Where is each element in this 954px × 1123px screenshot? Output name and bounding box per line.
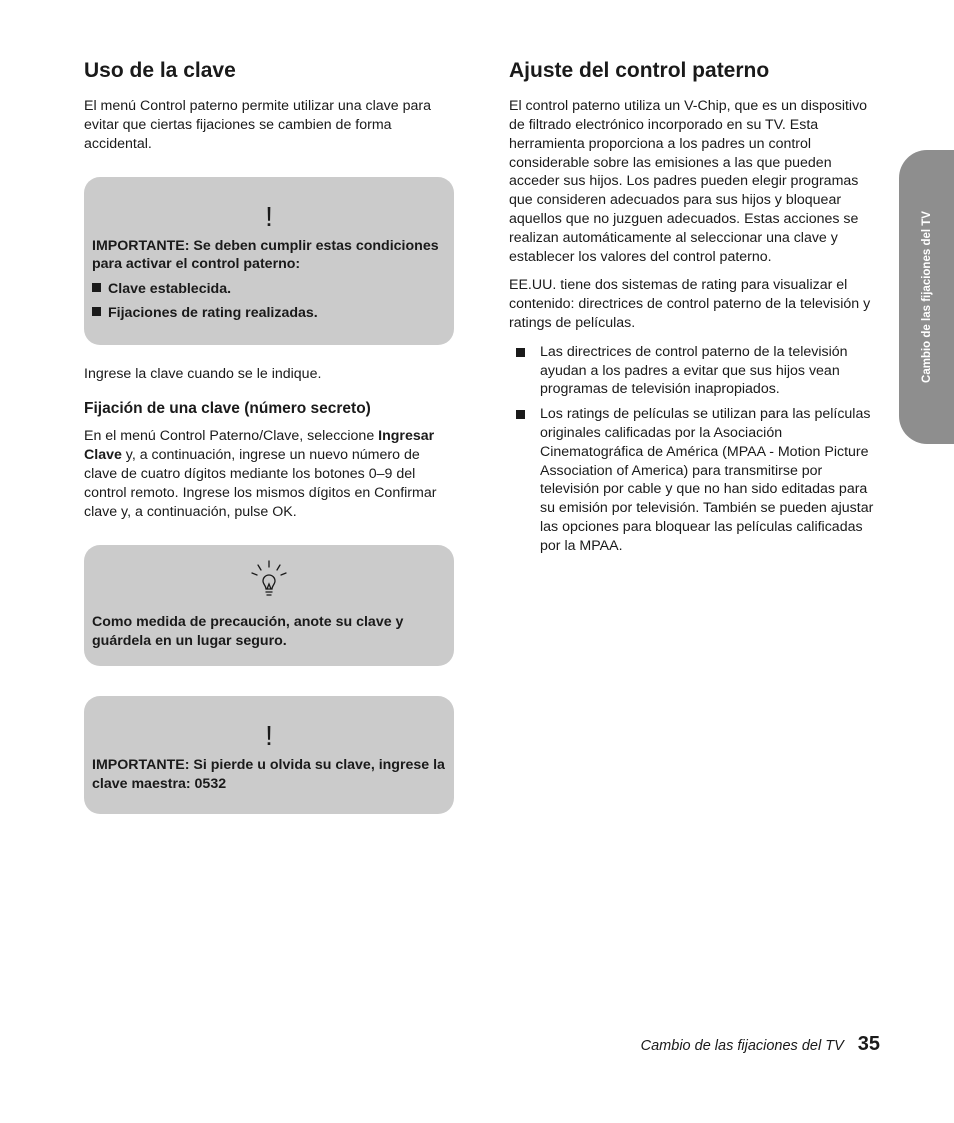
vchip-paragraph: El control paterno utiliza un V-Chip, que es un dispositivo de filtrado electrónico incorporado en su TV. Esta herramienta proporciona a los padres un control considerable sobre las emisiones a las que pueden acceder sus hijos. Los padres pueden elegir programas que consideren adecuados para sus hijos y bloquear aquellos que no juzguen adecuados. Estas acciones se realizan automáticamente al seleccionar una clave y establecer los valores del control paterno. [509,98,868,265]
important-note-box-2 [84,696,454,814]
right-column [509,58,879,562]
ingresar-clave-term: Ingresar Clave [84,428,435,464]
list-item: Las directrices de control paterno de la televisión ayudan a los padres a evitar que sus hijos vean programas de televisión inapropiados. [509,343,879,399]
page-number: 35 [857,1033,880,1055]
subsection-heading: Fijación de una clave (número secreto) [84,400,371,418]
page-footer [641,1033,880,1056]
list-item: Los ratings de películas se utilizan para las películas originales calificadas por la Asociación Cinematográfica de América (MPAA - Motion Picture Association of America) para transmitirse por televisión por cable y que no han sido editadas para su emisión por televisión. También se pueden ajustar las opciones para bloquear las películas calificadas por la MPAA. [509,405,879,555]
rating-systems-paragraph: EE.UU. tiene dos sistemas de rating para visualizar el contenido: directrices de control paterno de la televisión y ratings de películas. [509,277,871,331]
important-note-text: IMPORTANTE: Se deben cumplir estas condiciones para activar el control paterno: [92,237,439,273]
left-column [84,58,454,814]
note-list-item: Clave establecida. [92,280,446,299]
rating-bullet-list [509,343,879,556]
exclamation-icon: ! [265,720,273,752]
important-note-text-2: IMPORTANTE: Si pierde u olvida su clave, ingrese la clave maestra: 0532 [92,757,445,792]
square-bullet-icon [92,283,101,292]
instruction-paragraph: En el menú Control Paterno/Clave, seleccione Ingresar Clave y, a continuación, ingrese un nuevo número de clave de cuatro dígitos mediante los botones 0–9 del control remoto. Ingrese los mismos dígitos en Confirmar clave y, a continuación, pulse OK. [84,428,437,520]
square-bullet-icon [92,307,101,316]
important-note-box [84,177,454,345]
chapter-side-tab-label: Cambio de las fijaciones del TV [921,211,933,383]
prompt-paragraph: Ingrese la clave cuando se le indique. [84,365,322,382]
lightbulb-icon [92,559,446,603]
square-bullet-icon [516,410,525,419]
tip-note-box [84,545,454,666]
exclamation-icon: ! [265,200,273,232]
tip-note-text: Como medida de precaución, anote su clave y guárdela en un lugar seguro. [92,614,404,649]
note-list-item: Fijaciones de rating realizadas. [92,304,446,323]
footer-chapter-title: Cambio de las fijaciones del TV [640,1038,844,1054]
square-bullet-icon [516,348,525,357]
intro-paragraph: El menú Control paterno permite utilizar una clave para evitar que ciertas fijaciones se cambien de forma accidental. [84,98,431,152]
section-heading-control-paterno: Ajuste del control paterno [509,59,770,82]
section-heading-clave: Uso de la clave [84,59,236,82]
lightbulb-icon-svg [249,559,289,603]
